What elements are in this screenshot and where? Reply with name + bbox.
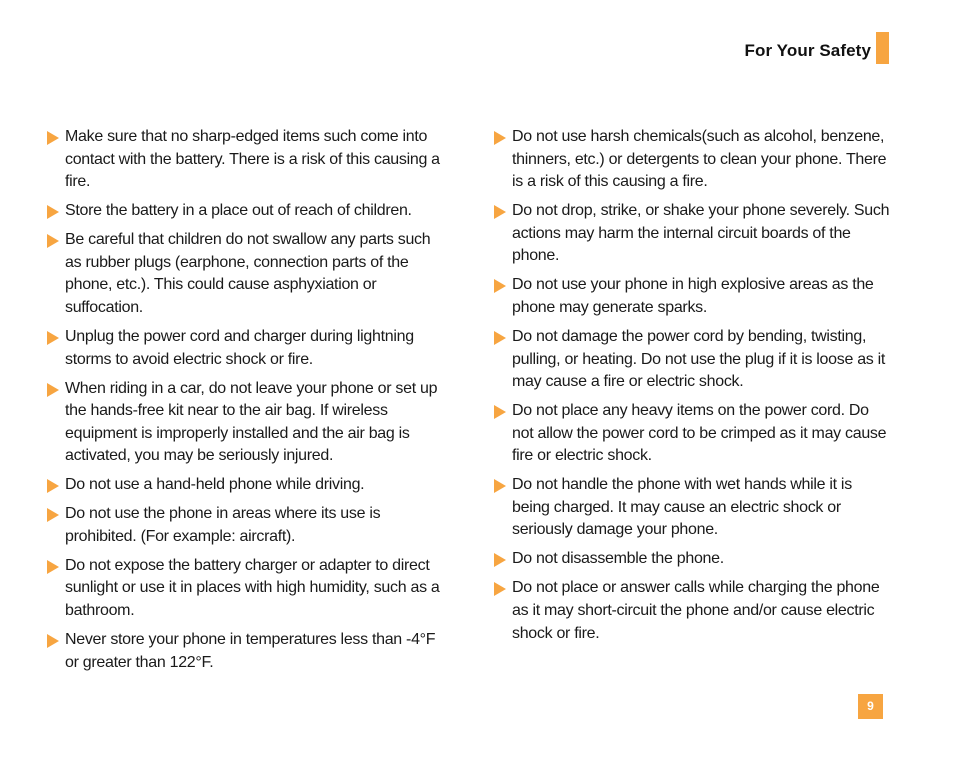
- triangle-bullet-icon: [47, 331, 59, 345]
- right-column-list: [493, 126, 893, 652]
- list-item: [493, 577, 893, 645]
- triangle-bullet-icon: [47, 131, 59, 145]
- list-item: [46, 326, 446, 371]
- list-item: [46, 503, 446, 548]
- list-item: [46, 555, 446, 623]
- triangle-bullet-icon: [494, 331, 506, 345]
- list-item-text: Do not place any heavy items on the power cord. Do not allow the power cord to be crimped as it may cause fire or electric shock.: [512, 402, 887, 465]
- list-item: [493, 126, 893, 194]
- page-title: For Your Safety: [744, 41, 871, 60]
- list-item-text: Unplug the power cord and charger during lightning storms to avoid electric shock or fire.: [65, 327, 414, 368]
- list-item: [46, 474, 446, 497]
- triangle-bullet-icon: [47, 508, 59, 522]
- list-item: [493, 400, 893, 468]
- triangle-bullet-icon: [494, 405, 506, 419]
- list-item-text: Do not use a hand-held phone while driving.: [65, 476, 365, 494]
- triangle-bullet-icon: [494, 553, 506, 567]
- triangle-bullet-icon: [494, 205, 506, 219]
- triangle-bullet-icon: [494, 479, 506, 493]
- list-item-text: Do not disassemble the phone.: [512, 550, 724, 568]
- list-item: [46, 200, 446, 223]
- triangle-bullet-icon: [47, 383, 59, 397]
- list-item: [46, 378, 446, 468]
- list-item: [46, 229, 446, 319]
- list-item-text: Do not drop, strike, or shake your phone severely. Such actions may harm the internal circuit boards of the phone.: [512, 202, 890, 265]
- list-item-text: Do not use harsh chemicals(such as alcohol, benzene, thinners, etc.) or detergents to clean your phone. There is a risk of this causing a fire.: [512, 128, 887, 191]
- list-item: [493, 548, 893, 571]
- list-item: [46, 126, 446, 194]
- list-item-text: Do not use the phone in areas where its use is prohibited. (For example: aircraft).: [65, 505, 381, 545]
- list-item: [493, 326, 893, 394]
- triangle-bullet-icon: [47, 560, 59, 574]
- list-item-text: Do not expose the battery charger or adapter to direct sunlight or use it in places with high humidity, such as a bathroom.: [65, 556, 440, 620]
- triangle-bullet-icon: [494, 279, 506, 293]
- page-number-badge: 9: [858, 694, 883, 719]
- list-item: [46, 629, 446, 674]
- list-item-text: Make sure that no sharp-edged items such come into contact with the battery. There is a risk of this causing a fire.: [65, 128, 440, 191]
- list-item-text: Do not handle the phone with wet hands while it is being charged. It may cause an electric shock or seriously damage your phone.: [512, 476, 852, 539]
- triangle-bullet-icon: [47, 479, 59, 493]
- triangle-bullet-icon: [47, 234, 59, 248]
- header-accent-bar: [876, 32, 889, 64]
- triangle-bullet-icon: [494, 131, 506, 145]
- list-item-text: When riding in a car, do not leave your phone or set up the hands-free kit near to the air bag. If wireless equipment is improperly installed and the air bag is activated, you may be seriously injured.: [65, 379, 438, 465]
- list-item-text: Never store your phone in temperatures less than -4°F or greater than 122°F.: [65, 631, 436, 671]
- list-item: [493, 200, 893, 268]
- list-item-text: Be careful that children do not swallow any parts such as rubber plugs (earphone, connection parts of the phone, etc.). This could cause asphyxiation or suffocation.: [65, 231, 431, 316]
- list-item-text: Do not damage the power cord by bending, twisting, pulling, or heating. Do not use the plug if it is loose as it may cause a fire or electric shock.: [512, 327, 886, 391]
- list-item: [493, 474, 893, 542]
- triangle-bullet-icon: [494, 582, 506, 596]
- triangle-bullet-icon: [47, 205, 59, 219]
- list-item-text: Do not place or answer calls while charging the phone as it may short-circuit the phone and/or cause electric shock or fire.: [512, 579, 880, 642]
- list-item: [493, 274, 893, 319]
- list-item-text: Do not use your phone in high explosive areas as the phone may generate sparks.: [512, 276, 874, 316]
- triangle-bullet-icon: [47, 634, 59, 648]
- list-item-text: Store the battery in a place out of reach of children.: [65, 202, 412, 220]
- left-column-list: [46, 126, 446, 681]
